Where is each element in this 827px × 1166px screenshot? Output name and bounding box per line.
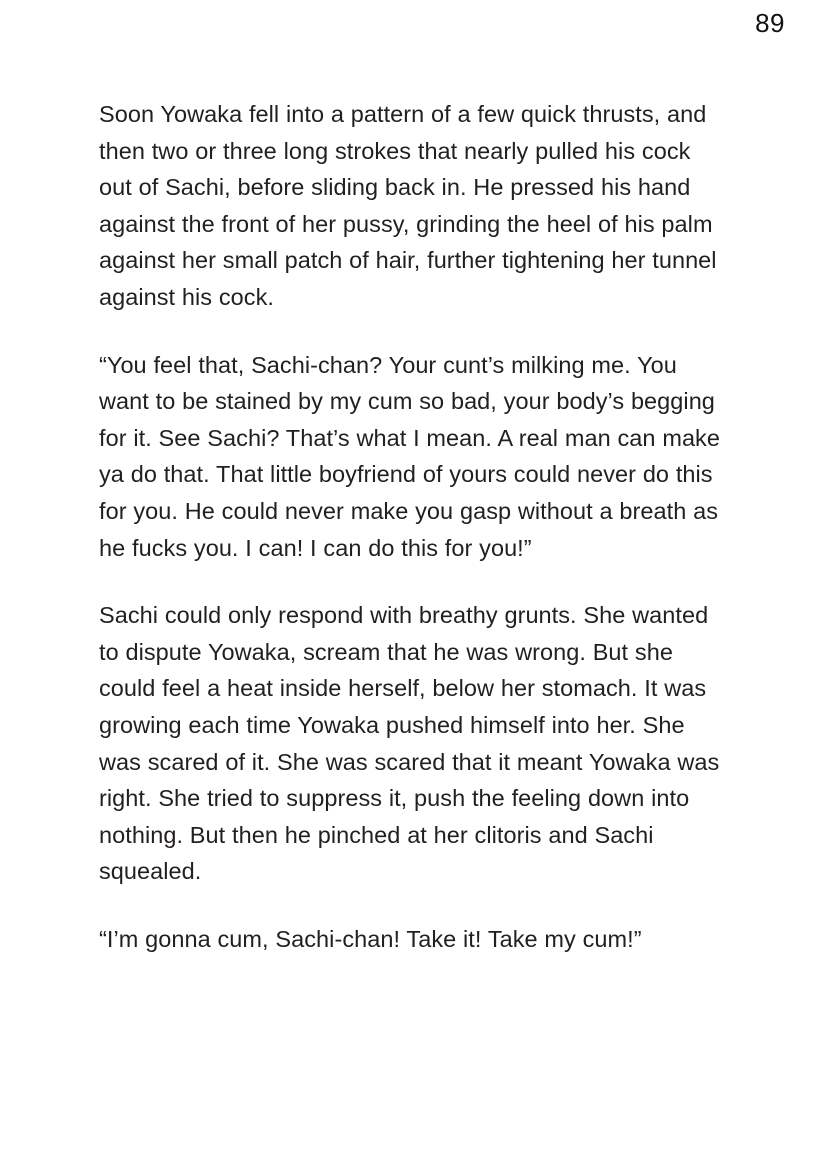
body-paragraph: “I’m gonna cum, Sachi-chan! Take it! Take my cum!” [99, 925, 642, 952]
body-paragraph: Sachi could only respond with breathy grunts. She wanted to dispute Yowaka, scream that he was wrong. But she could feel a heat inside herself, below her stomach. It was growing each time Yowaka pushed himself into her. She was scared of it. She was scared that it meant Yowaka was right. She tried to suppress it, push the feeling down into nothing. But then he pinched at her clitoris and Sachi squealed. [99, 602, 720, 885]
body-paragraph: “You feel that, Sachi-chan? Your cunt’s milking me. You want to be stained by my cum so bad, your body’s begging for it. See Sachi? That’s what I mean. A real man can make ya do that. That little boyfriend of yours could never do this for you. He could never make you gasp without a breath as he fucks you. I can! I can do this for you!” [99, 351, 720, 561]
page-number: 89 [755, 8, 785, 38]
body-paragraph: Soon Yowaka fell into a pattern of a few quick thrusts, and then two or three long strokes that nearly pulled his cock out of Sachi, before sliding back in. He pressed his hand against the front of her pussy, grinding the heel of his palm against her small patch of hair, further tightening her tunnel against his cock. [99, 101, 717, 310]
page-body-text [99, 96, 729, 957]
